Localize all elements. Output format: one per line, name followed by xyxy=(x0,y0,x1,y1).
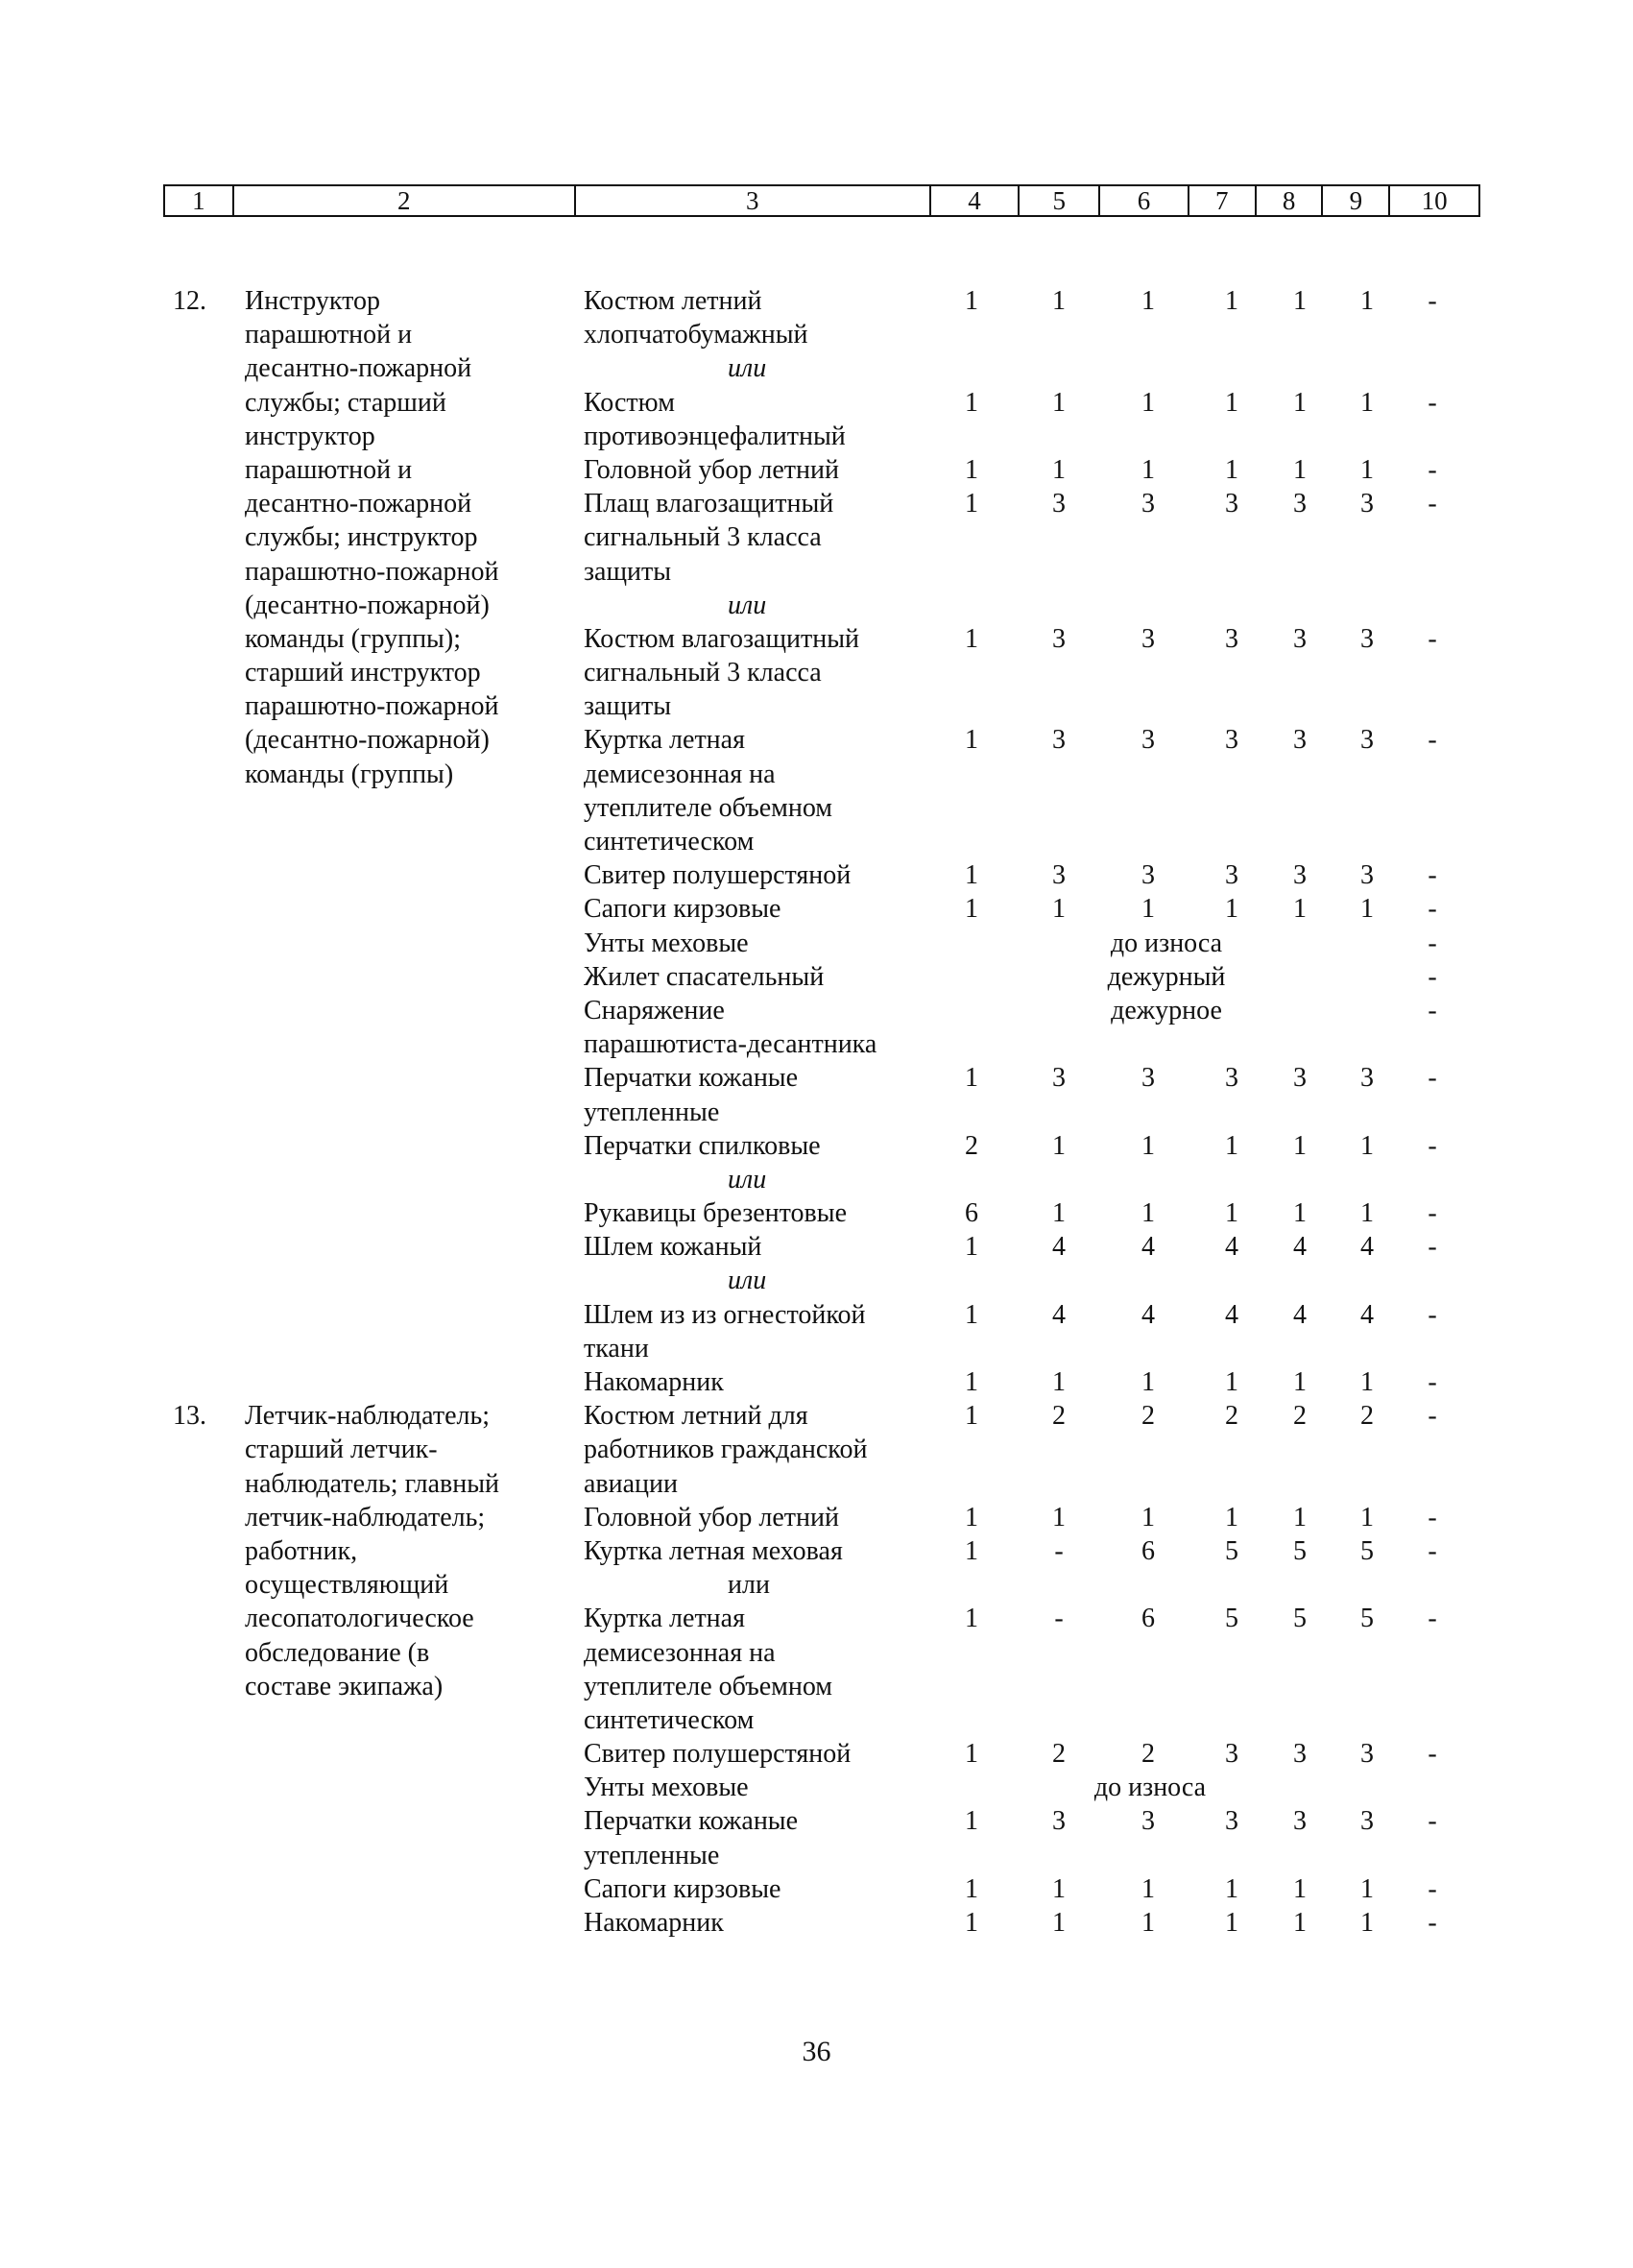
value-col-5: 3 xyxy=(1052,860,1066,891)
table-row xyxy=(0,1196,1633,1230)
value-col-5: 1 xyxy=(1052,1130,1066,1161)
table-row xyxy=(0,927,1633,960)
value-col-6: 1 xyxy=(1141,1198,1155,1229)
value-col-7: 3 xyxy=(1225,623,1238,654)
value-col-5: 2 xyxy=(1052,1739,1066,1770)
item-name: хлопчатобумажный xyxy=(584,320,808,350)
position-text: команды (группы) xyxy=(245,759,454,789)
item-name: Головной убор летний xyxy=(584,1502,839,1532)
value-col-5: 3 xyxy=(1052,1063,1066,1094)
value-col-7: 1 xyxy=(1225,1198,1238,1229)
value-col-9: 1 xyxy=(1360,1908,1374,1938)
item-name: Плащ влагозащитный xyxy=(584,489,834,519)
table-row xyxy=(0,520,1633,554)
value-col-7: 3 xyxy=(1225,1739,1238,1770)
value-col-8: 3 xyxy=(1293,860,1307,891)
value-col-8: 4 xyxy=(1293,1299,1307,1330)
item-name: Рукавицы брезентовые xyxy=(584,1198,847,1229)
value-col-4: 1 xyxy=(965,1873,978,1904)
value-col-6: 3 xyxy=(1141,725,1155,756)
item-name: Костюм влагозащитный xyxy=(584,623,859,654)
value-col-7: 2 xyxy=(1225,1401,1238,1432)
table-row xyxy=(0,689,1633,723)
value-col-10: - xyxy=(1428,1232,1437,1263)
value-col-10: - xyxy=(1428,1299,1437,1330)
value-col-10: - xyxy=(1428,1130,1437,1161)
item-number: 13. xyxy=(173,1401,206,1432)
value-col-10: - xyxy=(1428,1739,1437,1770)
value-col-9: 3 xyxy=(1360,623,1374,654)
value-col-7: 1 xyxy=(1225,1873,1238,1904)
value-col-8: 3 xyxy=(1293,1063,1307,1094)
value-col-5: 1 xyxy=(1052,1908,1066,1938)
value-col-4: 1 xyxy=(965,860,978,891)
value-col-6: 1 xyxy=(1141,1130,1155,1161)
value-col-9: 4 xyxy=(1360,1232,1374,1263)
table-row xyxy=(0,1467,1633,1501)
value-col-10: - xyxy=(1428,489,1437,519)
column-header-5: 5 xyxy=(1020,186,1100,215)
item-name: Унты меховые xyxy=(584,928,749,958)
position-text: парашютной и xyxy=(245,320,413,350)
value-col-10: - xyxy=(1428,1908,1437,1938)
value-col-7: 1 xyxy=(1225,286,1238,316)
position-text: работник, xyxy=(245,1535,358,1566)
table-row xyxy=(0,1129,1633,1163)
table-row xyxy=(0,1602,1633,1635)
value-col-5: 1 xyxy=(1052,1367,1066,1397)
table-row xyxy=(0,1163,1633,1196)
item-name: Сапоги кирзовые xyxy=(584,894,781,925)
item-name: сигнальный 3 класса xyxy=(584,658,822,688)
table-row xyxy=(0,1737,1633,1771)
value-col-6: 3 xyxy=(1141,1063,1155,1094)
value-col-10: - xyxy=(1428,961,1437,992)
position-text: старший инструктор xyxy=(245,658,481,688)
value-col-7: 1 xyxy=(1225,1502,1238,1532)
item-name: ткани xyxy=(584,1333,649,1363)
table-row xyxy=(0,1264,1633,1297)
item-name: Накомарник xyxy=(584,1367,724,1397)
column-header-2: 2 xyxy=(234,186,576,215)
table-row xyxy=(0,487,1633,520)
item-name: Перчатки кожаные xyxy=(584,1806,799,1837)
value-col-8: 3 xyxy=(1293,1739,1307,1770)
table-row xyxy=(0,758,1633,791)
value-col-4: 1 xyxy=(965,387,978,418)
table-row xyxy=(0,1332,1633,1365)
position-text: десантно-пожарной xyxy=(245,353,472,384)
value-col-8: 3 xyxy=(1293,1806,1307,1837)
position-text: старший летчик- xyxy=(245,1435,438,1465)
value-col-8: 1 xyxy=(1293,286,1307,316)
page-number: 36 xyxy=(802,2036,831,2067)
value-col-4: 1 xyxy=(965,1401,978,1432)
value-col-4: 1 xyxy=(965,489,978,519)
value-col-4: 2 xyxy=(965,1130,978,1161)
value-col-6: 1 xyxy=(1141,1502,1155,1532)
value-col-9: 1 xyxy=(1360,387,1374,418)
table-row xyxy=(0,1636,1633,1670)
value-col-6: 3 xyxy=(1141,860,1155,891)
table-body xyxy=(0,284,1633,1940)
position-text: осуществляющий xyxy=(245,1570,449,1601)
value-col-5: - xyxy=(1054,1535,1064,1566)
column-header-4: 4 xyxy=(931,186,1021,215)
position-text: Инструктор xyxy=(245,286,380,316)
value-col-5: 4 xyxy=(1052,1299,1066,1330)
table-row xyxy=(0,825,1633,858)
value-col-8: 3 xyxy=(1293,725,1307,756)
value-col-8: 3 xyxy=(1293,489,1307,519)
value-col-6: 1 xyxy=(1141,454,1155,485)
table-row xyxy=(0,1771,1633,1804)
item-name: Перчатки спилковые xyxy=(584,1130,821,1161)
table-row xyxy=(0,1027,1633,1061)
table-row xyxy=(0,1534,1633,1568)
value-col-5: 3 xyxy=(1052,489,1066,519)
value-col-8: 3 xyxy=(1293,623,1307,654)
table-row xyxy=(0,994,1633,1027)
value-col-10: - xyxy=(1428,286,1437,316)
item-name: утеплителе объемном xyxy=(584,1671,833,1701)
table-row xyxy=(0,1061,1633,1095)
value-col-7: 1 xyxy=(1225,1908,1238,1938)
value-col-7: 4 xyxy=(1225,1299,1238,1330)
value-col-5: 1 xyxy=(1052,454,1066,485)
value-col-9: 1 xyxy=(1360,1502,1374,1532)
table-row xyxy=(0,1230,1633,1264)
value-col-10: - xyxy=(1428,1401,1437,1432)
value-col-4: 1 xyxy=(965,1604,978,1634)
table-row xyxy=(0,1365,1633,1399)
position-text: Летчик-наблюдатель; xyxy=(245,1401,491,1432)
value-col-5: 2 xyxy=(1052,1401,1066,1432)
value-col-6: 3 xyxy=(1141,623,1155,654)
alternative-label: или xyxy=(728,1570,770,1601)
spanned-value: до износа xyxy=(1110,928,1223,958)
table-row xyxy=(0,622,1633,656)
value-col-10: - xyxy=(1428,623,1437,654)
value-col-7: 1 xyxy=(1225,387,1238,418)
value-col-8: 1 xyxy=(1293,387,1307,418)
value-col-9: 3 xyxy=(1360,725,1374,756)
value-col-4: 1 xyxy=(965,1806,978,1837)
table-row xyxy=(0,1670,1633,1703)
value-col-5: - xyxy=(1054,1604,1064,1634)
value-col-7: 5 xyxy=(1225,1604,1238,1634)
table-row xyxy=(0,1804,1633,1838)
table-row xyxy=(0,892,1633,926)
value-col-7: 5 xyxy=(1225,1535,1238,1566)
position-text: инструктор xyxy=(245,421,375,451)
value-col-8: 1 xyxy=(1293,1502,1307,1532)
alternative-label: или xyxy=(728,353,767,384)
value-col-4: 1 xyxy=(965,1299,978,1330)
position-text: наблюдатель; главный xyxy=(245,1468,500,1499)
value-col-8: 1 xyxy=(1293,894,1307,925)
item-name: Свитер полушерстяной xyxy=(584,860,852,891)
value-col-5: 1 xyxy=(1052,894,1066,925)
value-col-8: 1 xyxy=(1293,1873,1307,1904)
value-col-9: 3 xyxy=(1360,860,1374,891)
column-header-9: 9 xyxy=(1323,186,1390,215)
spanned-value: дежурный xyxy=(1107,961,1226,992)
position-text: (десантно-пожарной) xyxy=(245,725,490,756)
value-col-9: 1 xyxy=(1360,1130,1374,1161)
value-col-7: 3 xyxy=(1225,489,1238,519)
item-name: синтетическом xyxy=(584,827,755,857)
table-row xyxy=(0,723,1633,757)
value-col-10: - xyxy=(1428,928,1437,958)
table-row xyxy=(0,1906,1633,1940)
value-col-7: 1 xyxy=(1225,454,1238,485)
value-col-8: 1 xyxy=(1293,1908,1307,1938)
column-header-7: 7 xyxy=(1189,186,1257,215)
value-col-6: 4 xyxy=(1141,1232,1155,1263)
value-col-4: 1 xyxy=(965,286,978,316)
value-col-6: 4 xyxy=(1141,1299,1155,1330)
value-col-5: 3 xyxy=(1052,1806,1066,1837)
column-header-10: 10 xyxy=(1421,186,1448,215)
value-col-9: 1 xyxy=(1360,454,1374,485)
item-name: демисезонная на xyxy=(584,759,776,789)
table-row xyxy=(0,1433,1633,1466)
alternative-label: или xyxy=(728,1164,767,1194)
value-col-8: 2 xyxy=(1293,1401,1307,1432)
table-row xyxy=(0,351,1633,385)
item-name: Жилет спасательный xyxy=(584,961,825,992)
column-header-6: 6 xyxy=(1100,186,1189,215)
value-col-6: 1 xyxy=(1141,1367,1155,1397)
item-name: сигнальный 3 класса xyxy=(584,522,822,553)
value-col-9: 4 xyxy=(1360,1299,1374,1330)
item-name: работников гражданской xyxy=(584,1435,868,1465)
item-name: противоэнцефалитный xyxy=(584,421,846,451)
value-col-7: 3 xyxy=(1225,860,1238,891)
value-col-6: 1 xyxy=(1141,1908,1155,1938)
value-col-6: 3 xyxy=(1141,1806,1155,1837)
value-col-8: 1 xyxy=(1293,1130,1307,1161)
table-row xyxy=(0,656,1633,689)
column-header-1: 1 xyxy=(165,186,234,215)
table-row xyxy=(0,1399,1633,1433)
item-name: Унты меховые xyxy=(584,1773,749,1803)
value-col-9: 3 xyxy=(1360,489,1374,519)
value-col-10: - xyxy=(1428,1806,1437,1837)
position-text: парашютно-пожарной xyxy=(245,691,499,722)
value-col-7: 3 xyxy=(1225,1806,1238,1837)
item-number: 12. xyxy=(173,286,206,316)
value-col-9: 3 xyxy=(1360,1806,1374,1837)
table-row xyxy=(0,1501,1633,1534)
value-col-5: 4 xyxy=(1052,1232,1066,1263)
value-col-10: - xyxy=(1428,995,1437,1025)
table-row xyxy=(0,1703,1633,1737)
value-col-6: 1 xyxy=(1141,894,1155,925)
value-col-10: - xyxy=(1428,454,1437,485)
position-text: (десантно-пожарной) xyxy=(245,590,490,620)
value-col-6: 3 xyxy=(1141,489,1155,519)
item-name: Шлем из из огнестойкой xyxy=(584,1299,866,1330)
table-row xyxy=(0,960,1633,994)
alternative-label: или xyxy=(728,1266,767,1296)
item-name: Сапоги кирзовые xyxy=(584,1873,781,1904)
table-row xyxy=(0,1568,1633,1602)
value-col-9: 3 xyxy=(1360,1063,1374,1094)
table-row xyxy=(0,1872,1633,1906)
value-col-10: - xyxy=(1428,1873,1437,1904)
position-text: парашютно-пожарной xyxy=(245,556,499,587)
value-col-5: 1 xyxy=(1052,387,1066,418)
value-col-9: 1 xyxy=(1360,1873,1374,1904)
value-col-9: 5 xyxy=(1360,1604,1374,1634)
value-col-4: 1 xyxy=(965,1502,978,1532)
position-text: составе экипажа) xyxy=(245,1671,444,1701)
value-col-7: 4 xyxy=(1225,1232,1238,1263)
item-name: Куртка летная xyxy=(584,725,745,756)
value-col-6: 1 xyxy=(1141,286,1155,316)
table-row xyxy=(0,791,1633,825)
position-text: службы; старший xyxy=(245,387,446,418)
item-name: Шлем кожаный xyxy=(584,1232,762,1263)
value-col-4: 1 xyxy=(965,1367,978,1397)
table-row xyxy=(0,555,1633,589)
value-col-10: - xyxy=(1428,860,1437,891)
value-col-10: - xyxy=(1428,387,1437,418)
value-col-7: 1 xyxy=(1225,1130,1238,1161)
value-col-6: 2 xyxy=(1141,1401,1155,1432)
value-col-10: - xyxy=(1428,1063,1437,1094)
value-col-5: 1 xyxy=(1052,1502,1066,1532)
table-row xyxy=(0,1298,1633,1332)
value-col-8: 5 xyxy=(1293,1604,1307,1634)
item-name: Костюм летний xyxy=(584,286,762,316)
value-col-5: 3 xyxy=(1052,725,1066,756)
value-col-6: 1 xyxy=(1141,1873,1155,1904)
column-header-8: 8 xyxy=(1257,186,1324,215)
position-text: десантно-пожарной xyxy=(245,489,472,519)
value-col-7: 3 xyxy=(1225,725,1238,756)
item-name: Накомарник xyxy=(584,1908,724,1938)
value-col-4: 1 xyxy=(965,454,978,485)
position-text: лесопатологическое xyxy=(245,1604,474,1634)
spanned-value: до износа xyxy=(1093,1773,1207,1803)
value-col-5: 3 xyxy=(1052,623,1066,654)
item-name: Снаряжение xyxy=(584,995,725,1025)
value-col-4: 1 xyxy=(965,1232,978,1263)
item-name: парашютиста-десантника xyxy=(584,1029,877,1060)
position-text: летчик-наблюдатель; xyxy=(245,1502,486,1532)
value-col-9: 1 xyxy=(1360,894,1374,925)
value-col-6: 2 xyxy=(1141,1739,1155,1770)
value-col-6: 6 xyxy=(1141,1535,1155,1566)
value-col-10: - xyxy=(1428,894,1437,925)
value-col-9: 1 xyxy=(1360,286,1374,316)
table-row xyxy=(0,420,1633,453)
value-col-9: 3 xyxy=(1360,1739,1374,1770)
table-row xyxy=(0,318,1633,351)
item-name: авиации xyxy=(584,1468,679,1499)
value-col-10: - xyxy=(1428,1502,1437,1532)
item-name: утепленные xyxy=(584,1097,720,1127)
value-col-10: - xyxy=(1428,725,1437,756)
value-col-5: 1 xyxy=(1052,286,1066,316)
value-col-4: 1 xyxy=(965,623,978,654)
spanned-value: дежурное xyxy=(1111,995,1222,1025)
value-col-5: 1 xyxy=(1052,1873,1066,1904)
value-col-8: 1 xyxy=(1293,454,1307,485)
table-row xyxy=(0,386,1633,420)
value-col-8: 5 xyxy=(1293,1535,1307,1566)
alternative-label: или xyxy=(728,590,767,620)
value-col-5: 1 xyxy=(1052,1198,1066,1229)
item-name: синтетическом xyxy=(584,1704,755,1735)
value-col-8: 1 xyxy=(1293,1367,1307,1397)
item-name: Костюм летний для xyxy=(584,1401,808,1432)
value-col-10: - xyxy=(1428,1198,1437,1229)
item-name: защиты xyxy=(584,691,672,722)
value-col-7: 1 xyxy=(1225,894,1238,925)
item-name: Куртка летная xyxy=(584,1604,745,1634)
value-col-7: 1 xyxy=(1225,1367,1238,1397)
value-col-9: 5 xyxy=(1360,1535,1374,1566)
value-col-7: 3 xyxy=(1225,1063,1238,1094)
value-col-4: 1 xyxy=(965,894,978,925)
item-name: Перчатки кожаные xyxy=(584,1063,799,1094)
item-name: Головной убор летний xyxy=(584,454,839,485)
value-col-4: 1 xyxy=(965,1063,978,1094)
table-row xyxy=(0,453,1633,487)
value-col-4: 1 xyxy=(965,725,978,756)
item-name: утеплителе объемном xyxy=(584,792,833,823)
value-col-10: - xyxy=(1428,1535,1437,1566)
value-col-4: 6 xyxy=(965,1198,978,1229)
value-col-10: - xyxy=(1428,1604,1437,1634)
value-col-8: 4 xyxy=(1293,1232,1307,1263)
value-col-9: 1 xyxy=(1360,1367,1374,1397)
position-text: службы; инструктор xyxy=(245,522,478,553)
value-col-9: 2 xyxy=(1360,1401,1374,1432)
value-col-4: 1 xyxy=(965,1739,978,1770)
table-row xyxy=(0,284,1633,318)
item-name: Костюм xyxy=(584,387,675,418)
value-col-6: 1 xyxy=(1141,387,1155,418)
table-row xyxy=(0,589,1633,622)
item-name: демисезонная на xyxy=(584,1637,776,1668)
value-col-8: 1 xyxy=(1293,1198,1307,1229)
value-col-4: 1 xyxy=(965,1535,978,1566)
column-header-3: 3 xyxy=(576,186,931,215)
value-col-9: 1 xyxy=(1360,1198,1374,1229)
position-text: команды (группы); xyxy=(245,623,461,654)
item-name: защиты xyxy=(584,556,672,587)
position-text: обследование (в xyxy=(245,1637,430,1668)
item-name: Свитер полушерстяной xyxy=(584,1739,852,1770)
value-col-4: 1 xyxy=(965,1908,978,1938)
value-col-6: 6 xyxy=(1141,1604,1155,1634)
column-header-row xyxy=(163,184,1480,217)
position-text: парашютной и xyxy=(245,454,413,485)
item-name: Куртка летная меховая xyxy=(584,1535,843,1566)
table-row xyxy=(0,858,1633,892)
table-row xyxy=(0,1096,1633,1129)
table-row xyxy=(0,1839,1633,1872)
item-name: утепленные xyxy=(584,1840,720,1870)
value-col-10: - xyxy=(1428,1367,1437,1397)
